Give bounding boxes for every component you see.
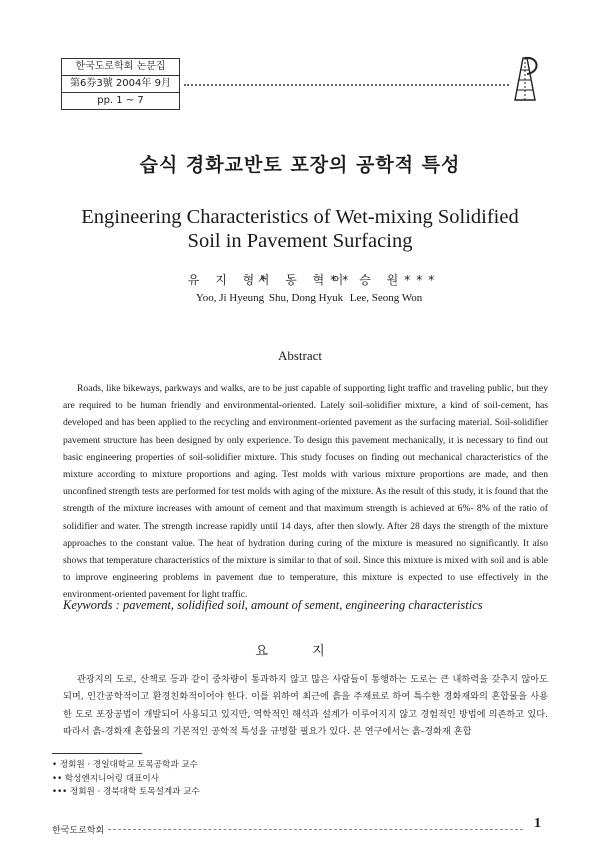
- footnote-3: ••• 정회원 · 경북대학 토목설계과 교수: [52, 787, 200, 797]
- title-english: Engineering Characteristics of Wet-mixing Solidified Soil in Pavement Surfacing: [81, 206, 519, 252]
- title-korean: 습식 경화교반토 포장의 공학적 특성: [139, 154, 461, 176]
- korean-summary-heading: 요 지: [255, 644, 345, 659]
- author-3-ko: 이 승 원***: [331, 273, 441, 287]
- header-dotted-rule: [184, 84, 509, 86]
- footnote-1: • 정회원 · 경일대학교 토목공학과 교수: [52, 760, 198, 770]
- journal-volume: 第6券3號 2004年 9月: [62, 76, 179, 93]
- author-2-ko: 서 동 혁**: [257, 273, 355, 287]
- page-number: 1: [534, 816, 541, 831]
- footer-rule: [108, 829, 523, 830]
- journal-pages: pp. 1 ~ 7: [97, 95, 144, 106]
- abstract-heading: Abstract: [277, 348, 323, 363]
- footnotes: [52, 759, 200, 800]
- korean-summary-body: 관광지의 도로, 산책로 등과 같이 중차량이 통과하지 않고 많은 사람들이 통행하는 도로는 큰 내하력을 갖추지 않아도 되며, 인간공학적이고 환경친화적이어야 한다. 이를 위하여 최근에 흙을 주재료로 하여 특수한 경화재와의 혼합물을 사용한 도로 포장공법이 개발되어 사용되고 있지만, 역학적인 해석과 설계가 이루어지지 않고 경험적인 방법에 의존하고 있다. 따라서 흙-경화재 혼합물의 기본적인 공학적 특성을 규명할 필요가 있다. 본 연구에서는 흙-경화재 혼합: [63, 674, 548, 737]
- journal-info-box: [61, 58, 180, 110]
- author-1-en: Yoo, Ji Hyeung: [195, 292, 265, 304]
- author-2-en: Shu, Dong Hyuk: [268, 292, 344, 304]
- footnote-2: •• 학성엔지니어링 대표이사: [52, 773, 159, 784]
- keywords: Keywords : pavement, solidified soil, amount of sement, engineering characteristics: [63, 598, 483, 612]
- author-1-ko: 유 지 형*: [187, 273, 273, 287]
- footer-society: 한국도로학회: [52, 826, 105, 836]
- footnote-rule: [52, 753, 142, 754]
- abstract-body: Roads, like bikeways, parkways and walks, are to be just capable of supporting light traffic and traveling public, but they are required to be human friendly and environmental-oriented. Lately soil-solidifier mixture, a kind of soil-cement, has developed and has been applied to the recycling and environment-oriented pavement as the surfacing material. Soil-solidifier pavement structure has been designed by only experience. To design this pavement mechanically, it is necessary to find out basic engineering properties of soil-solidifier mixture. This study focuses on finding out mechanical characteristics of the mixture according to mixture proportions and aging. Test molds with various mixture proportions are made, and then unconfined strength tests are performed for test molds with aging of the mixture. As the result of this study, it is found that the strength of the mixture increases with amount of cement and that maximum strength is achieved at 6%- 8% of the ratio of solidifier and water. The strength increase rapidly until 14 days, after then slowly. After 28 days the strength of the mixture approaches to the constant value. The heat of hydration during curing of the mixture is measured no significantly. It also shows that temperature characteristics of the mixture is similar to that of soil. Since this mixture is mixed with soil and is able to improve engineering problems in pavement due to temperature, this mixture is expected to use effectively in the environment-oriented pavement for light traffic.: [63, 383, 548, 601]
- author-3-en: Lee, Seong Won: [349, 292, 423, 304]
- author-3: [326, 271, 446, 304]
- journal-name: 한국도로학회 논문집: [62, 59, 179, 76]
- journal-logo-icon: [505, 50, 545, 102]
